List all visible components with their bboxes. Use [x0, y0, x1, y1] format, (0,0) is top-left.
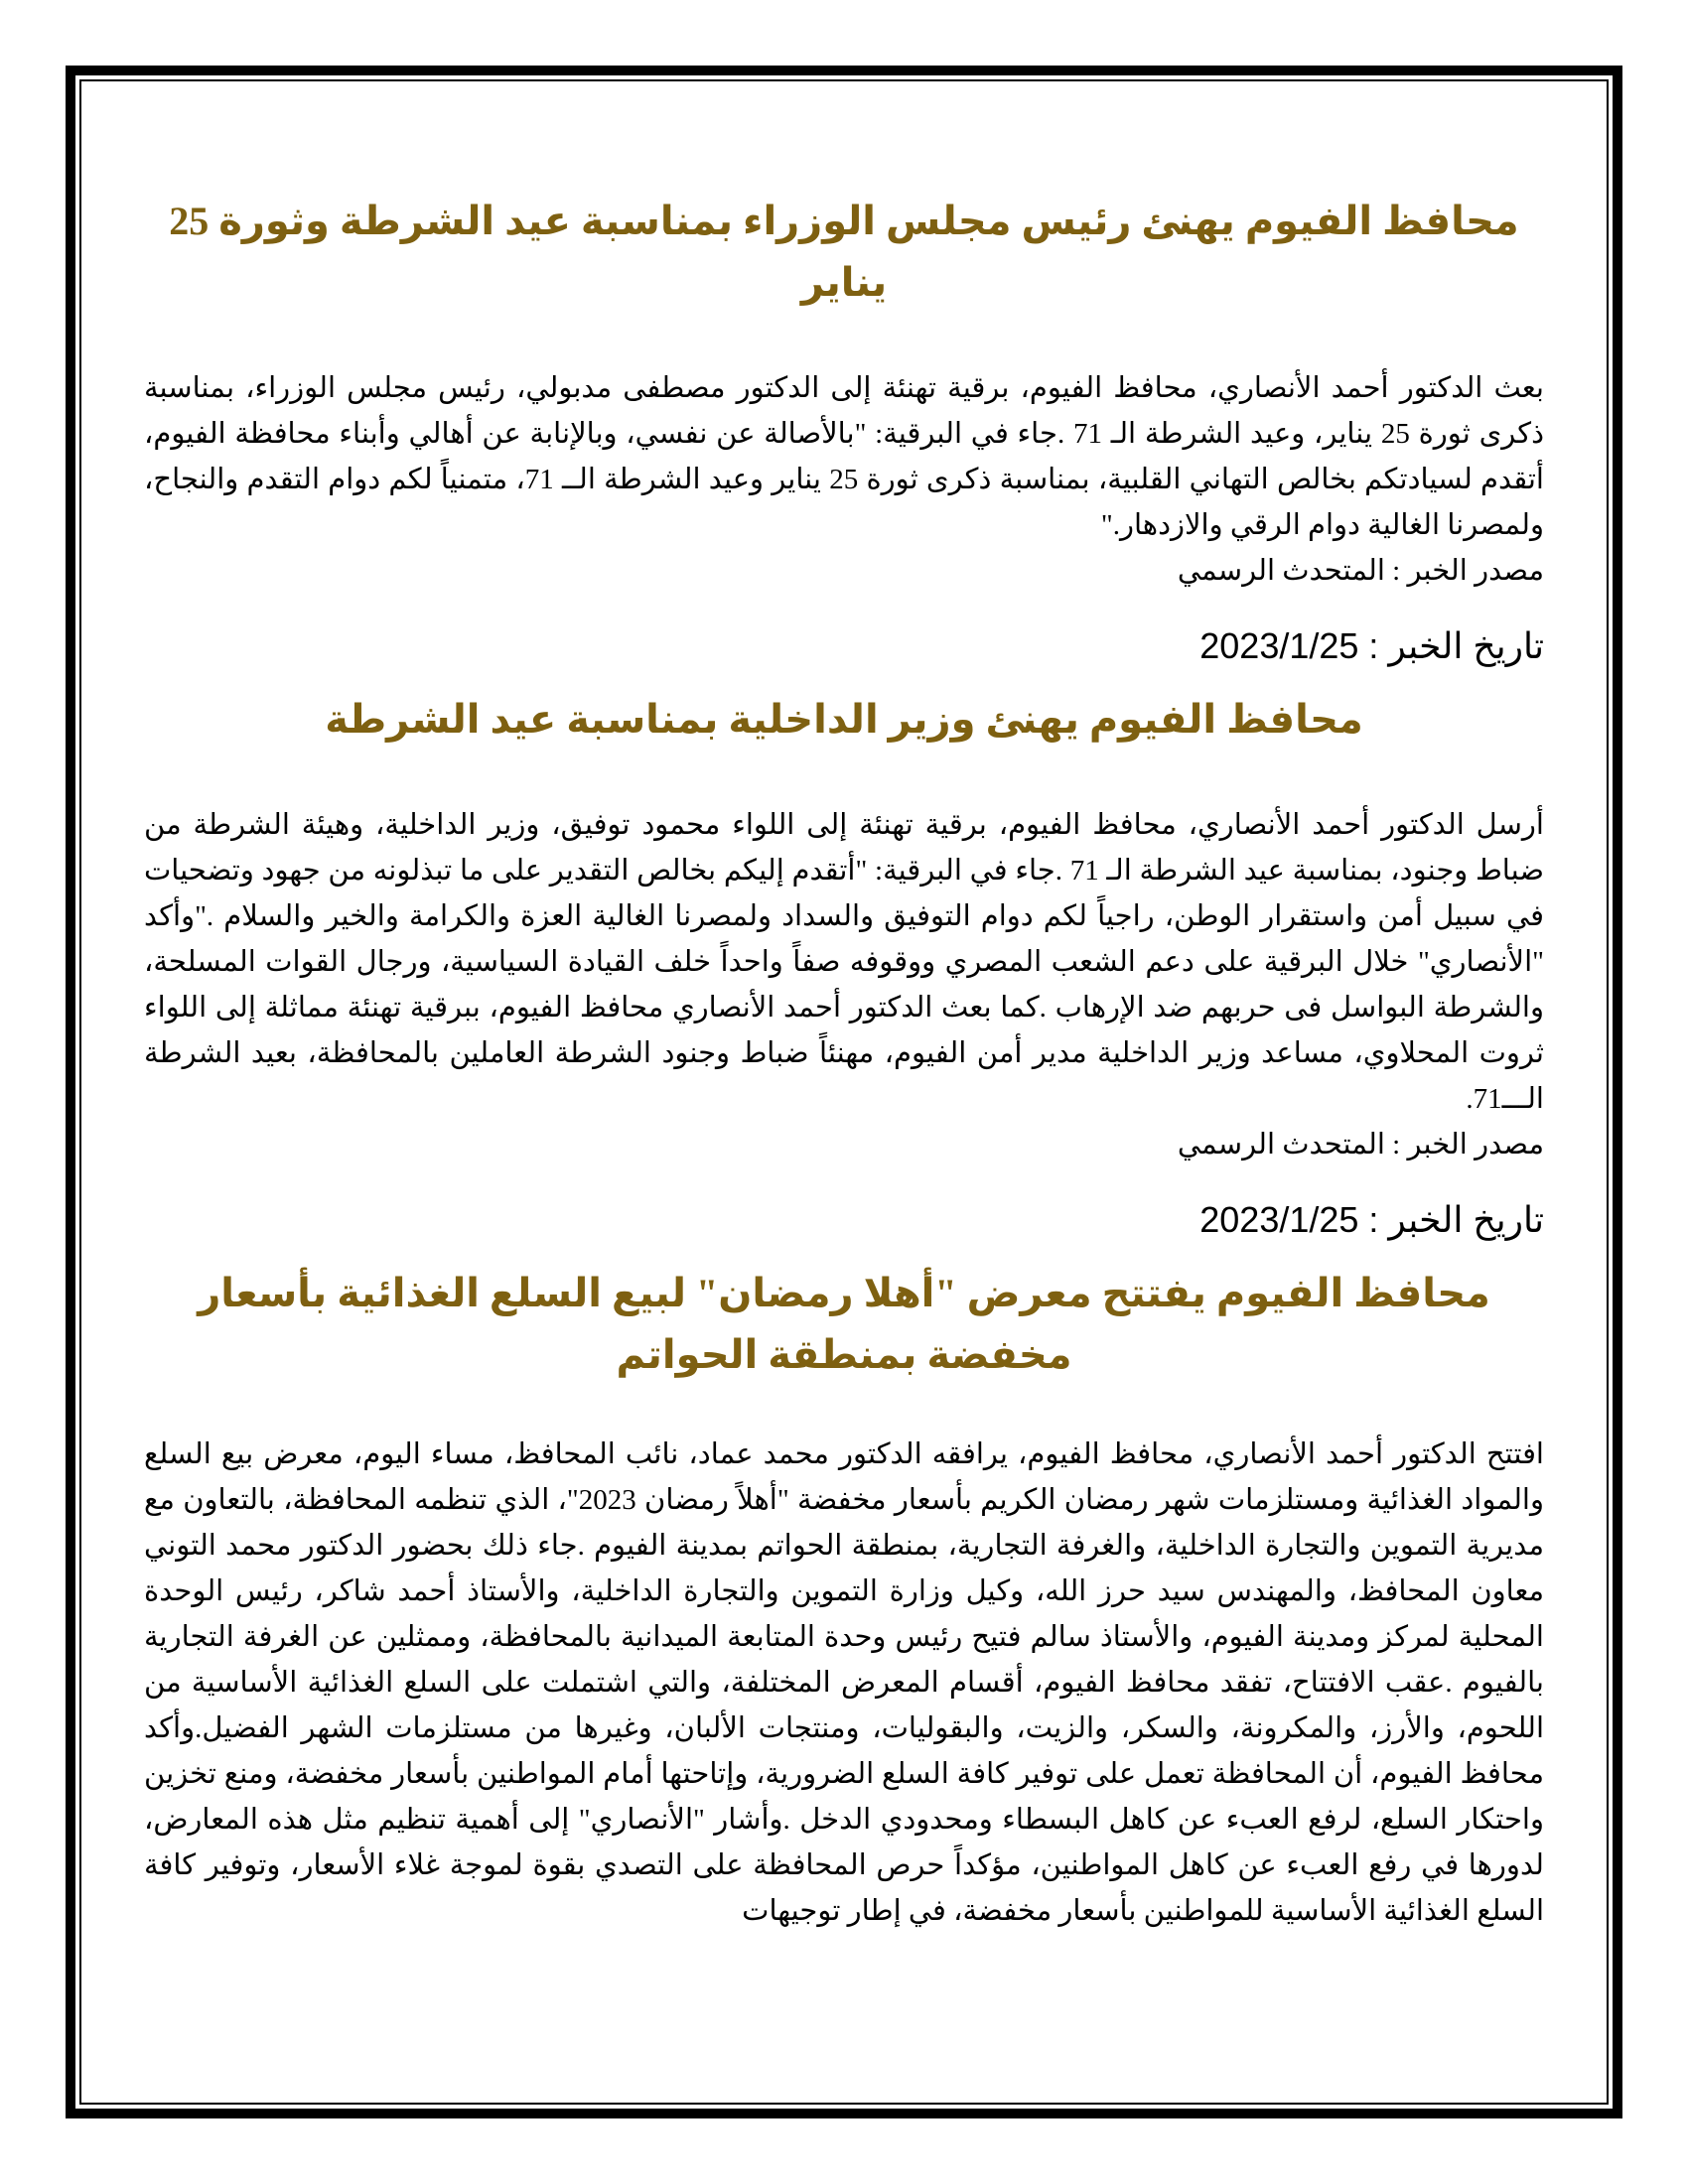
article-3-title: محافظ الفيوم يفتتح معرض "أهلا رمضان" لبيع السلع الغذائية بأسعار مخفضة بمنطقة الحواتم [198, 1271, 1490, 1377]
document-content [144, 91, 1544, 1934]
article-1 [144, 191, 1544, 671]
article-3 [144, 1263, 1544, 1934]
article-2 [144, 689, 1544, 1245]
article-2-body: أرسل الدكتور أحمد الأنصاري، محافظ الفيوم، برقية تهنئة إلى اللواء محمود توفيق، وزير الداخلية، وهيئة الشرطة من ضباط وجنود، بمناسبة عيد الشرطة الـ 71 .جاء في البرقية: "أتقدم إليكم بخالص التقدير على ما تبذلونه من جهود وتضحيات في سبيل أمن واستقرار الوطن، راجياً لكم دوام التوفيق والسداد ولمصرنا الغالية العزة والكرامة والخير والسلام ."وأكد "الأنصاري" خلال البرقية على دعم الشعب المصري ووقوفه صفاً واحداً خلف القيادة السياسية، ورجال القوات المسلحة، والشرطة البواسل فى حربهم ضد الإرهاب .كما بعث الدكتور أحمد الأنصاري محافظ الفيوم، ببرقية تهنئة مماثلة إلى اللواء ثروت المحلاوي، مساعد وزير الداخلية مدير أمن الفيوم، مهنئاً ضباط وجنود الشرطة العاملين بالمحافظة، بعيد الشرطة الـــ71. [144, 809, 1544, 1115]
article-2-date: تاريخ الخبر : 2023/1/25 [1199, 1199, 1544, 1240]
article-2-source: مصدر الخبر : المتحدث الرسمي [1177, 1129, 1544, 1160]
article-3-body: افتتح الدكتور أحمد الأنصاري، محافظ الفيوم، يرافقه الدكتور محمد عماد، نائب المحافظ، مساء اليوم، معرض بيع السلع والمواد الغذائية ومستلزمات شهر رمضان الكريم بأسعار مخفضة "أهلاً رمضان 2023"، الذي تنظمه المحافظة، بالتعاون مع مديرية التموين والتجارة الداخلية، والغرفة التجارية، بمنطقة الحواتم بمدينة الفيوم .جاء ذلك بحضور الدكتور محمد التوني معاون المحافظ، والمهندس سيد حرز الله، وكيل وزارة التموين والتجارة الداخلية، والأستاذ أحمد شاكر، رئيس الوحدة المحلية لمركز ومدينة الفيوم، والأستاذ سالم فتيح رئيس وحدة المتابعة الميدانية بالمحافظة، وممثلين عن الغرفة التجارية بالفيوم .عقب الافتتاح، تفقد محافظ الفيوم، أقسام المعرض المختلفة، والتي اشتملت على السلع الغذائية الأساسية من اللحوم، والأرز، والمكرونة، والسكر، والزيت، والبقوليات، ومنتجات الألبان، وغيرها من مستلزمات الشهر الفضيل.وأكد محافظ الفيوم، أن المحافظة تعمل على توفير كافة السلع الضرورية، وإتاحتها أمام المواطنين بأسعار مخفضة، ومنع تخزين واحتكار السلع، لرفع العبء عن كاهل البسطاء ومحدودي الدخل .وأشار "الأنصاري" إلى أهمية تنظيم مثل هذه المعارض، لدورها في رفع العبء عن كاهل المواطنين، مؤكداً حرص المحافظة على التصدي بقوة لموجة غلاء الأسعار، وتوفير كافة السلع الغذائية الأساسية للمواطنين بأسعار مخفضة، في إطار توجيهات [144, 1438, 1544, 1927]
article-1-body: بعث الدكتور أحمد الأنصاري، محافظ الفيوم، برقية تهنئة إلى الدكتور مصطفى مدبولي، رئيس مجلس الوزراء، بمناسبة ذكرى ثورة 25 يناير، وعيد الشرطة الـ 71 .جاء في البرقية: "بالأصالة عن نفسي، وبالإنابة عن أهالي وأبناء محافظة الفيوم، أتقدم لسيادتكم بخالص التهاني القلبية، بمناسبة ذكرى ثورة 25 يناير وعيد الشرطة الــ 71، متمنياً لكم دوام التقدم والنجاح، ولمصرنا الغالية دوام الرقي والازدهار." [144, 372, 1545, 541]
article-1-date: تاريخ الخبر : 2023/1/25 [1199, 625, 1544, 666]
article-1-source: مصدر الخبر : المتحدث الرسمي [1177, 555, 1544, 587]
article-2-title: محافظ الفيوم يهنئ وزير الداخلية بمناسبة عيد الشرطة [325, 697, 1363, 742]
article-1-title: محافظ الفيوم يهنئ رئيس مجلس الوزراء بمناسبة عيد الشرطة وثورة 25 يناير [169, 199, 1519, 305]
